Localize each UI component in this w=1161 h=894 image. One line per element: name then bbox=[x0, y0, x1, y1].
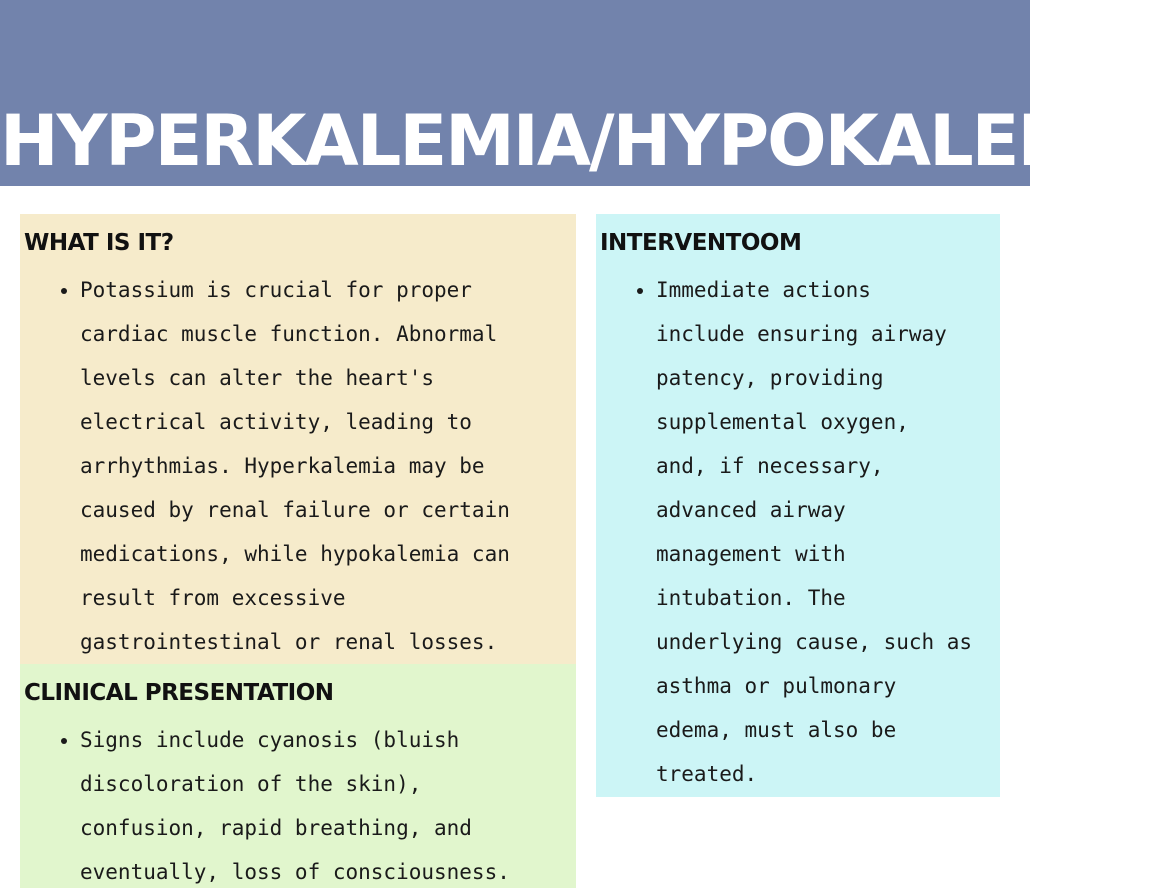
text-line: advanced airway bbox=[656, 498, 846, 522]
page-title: HYPERKALEMIA/HYPOKALEMIA bbox=[0, 99, 1161, 182]
text-line: medications, while hypokalemia can bbox=[80, 542, 510, 566]
text-line: asthma or pulmonary bbox=[656, 674, 897, 698]
text-line: discoloration of the skin), bbox=[80, 772, 422, 796]
text-line: include ensuring airway bbox=[656, 322, 947, 346]
text-line: management with bbox=[656, 542, 846, 566]
what-is-it-list bbox=[20, 268, 620, 664]
text-line: • Immediate actions bbox=[656, 278, 871, 302]
text-line: underlying cause, such as bbox=[656, 630, 973, 654]
text-line: arrhythmias. Hyperkalemia may be bbox=[80, 454, 485, 478]
text-line: cardiac muscle function. Abnormal bbox=[80, 322, 498, 346]
text-line: • Signs include cyanosis (bluish bbox=[80, 728, 460, 752]
clinical-presentation-bullet bbox=[80, 718, 620, 894]
text-line: patency, providing bbox=[656, 366, 884, 390]
text-line: • Potassium is crucial for proper bbox=[80, 278, 472, 302]
what-is-it-heading: WHAT IS IT? bbox=[24, 230, 174, 256]
text-line: result from excessive bbox=[80, 586, 346, 610]
text-line: levels can alter the heart's bbox=[80, 366, 435, 390]
intervention-section bbox=[596, 214, 1000, 797]
title-banner bbox=[0, 0, 1161, 186]
text-line: eventually, loss of consciousness. bbox=[80, 860, 510, 884]
what-is-it-section bbox=[20, 214, 576, 664]
intervention-list bbox=[596, 268, 1060, 796]
text-line: confusion, rapid breathing, and bbox=[80, 816, 472, 840]
clinical-presentation-list bbox=[20, 718, 620, 894]
text-line: caused by renal failure or certain bbox=[80, 498, 510, 522]
text-line: gastrointestinal or renal losses. bbox=[80, 630, 498, 654]
what-is-it-bullet bbox=[80, 268, 620, 664]
intervention-bullet bbox=[656, 268, 1060, 796]
text-line: treated. bbox=[656, 762, 758, 786]
text-line: electrical activity, leading to bbox=[80, 410, 472, 434]
clinical-presentation-heading: CLINICAL PRESENTATION bbox=[24, 680, 334, 706]
text-line: supplemental oxygen, bbox=[656, 410, 909, 434]
clinical-presentation-section bbox=[20, 664, 576, 888]
intervention-heading: INTERVENTOOM bbox=[600, 230, 802, 256]
text-line: and, if necessary, bbox=[656, 454, 884, 478]
text-line: intubation. The bbox=[656, 586, 846, 610]
text-line: edema, must also be bbox=[656, 718, 897, 742]
